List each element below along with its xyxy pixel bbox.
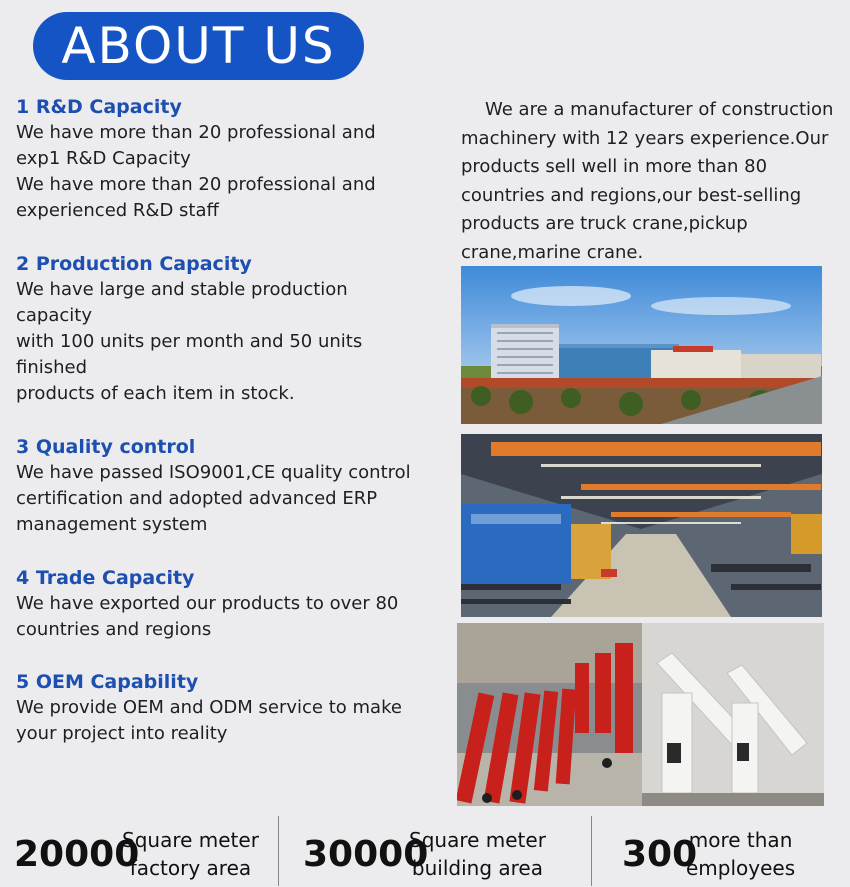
company-intro: We are a manufacturer of construction machinery with 12 years experience.Our products sell well in more than 80 countries and regions,our best-selling products are truck crane,pickup crane,marine crane. xyxy=(461,99,834,263)
section-title: 3 Quality control xyxy=(16,436,196,458)
factory-exterior-photo xyxy=(461,266,822,424)
section-title: 4 Trade Capacity xyxy=(16,567,195,589)
stat-divider xyxy=(591,816,592,886)
section-body: We provide OEM and ODM service to make your project into reality xyxy=(16,697,402,744)
section-body: We have exported our products to over 80 countries and regions xyxy=(16,593,399,640)
stat-number: 300 xyxy=(622,834,698,875)
section-body: We have large and stable production capacity with 100 units per month and 50 units finished products of each item in stock. xyxy=(16,279,363,404)
section-title: 5 OEM Capability xyxy=(16,671,199,693)
section-body: We have more than 20 professional and exp1 R&D Capacity We have more than 20 professional and experienced R&D staff xyxy=(16,122,376,221)
section-trade-capacity xyxy=(16,565,398,643)
section-title: 1 R&D Capacity xyxy=(16,96,182,118)
about-us-banner xyxy=(33,12,364,80)
crane-products-photo xyxy=(457,623,824,806)
stat-number: 20000 xyxy=(14,834,140,875)
stat-factory-area xyxy=(14,812,274,887)
page-title: ABOUT US xyxy=(61,17,336,75)
section-production-capacity xyxy=(16,251,362,407)
section-rd-capacity xyxy=(16,94,376,224)
stat-divider xyxy=(278,816,279,886)
company-stats xyxy=(0,812,850,887)
stat-label: more than employees xyxy=(686,828,796,880)
section-title: 2 Production Capacity xyxy=(16,253,252,275)
section-quality-control xyxy=(16,434,411,538)
stat-employees xyxy=(622,812,842,887)
section-body: We have passed ISO9001,CE quality control certification and adopted advanced ERP management system xyxy=(16,462,411,535)
stat-label: Square meter building area xyxy=(409,828,546,880)
stat-building-area xyxy=(303,812,573,887)
workshop-interior-photo xyxy=(461,434,822,617)
stat-number: 30000 xyxy=(303,834,429,875)
section-oem-capability xyxy=(16,669,402,747)
stat-label: Square meter factory area xyxy=(122,828,259,880)
